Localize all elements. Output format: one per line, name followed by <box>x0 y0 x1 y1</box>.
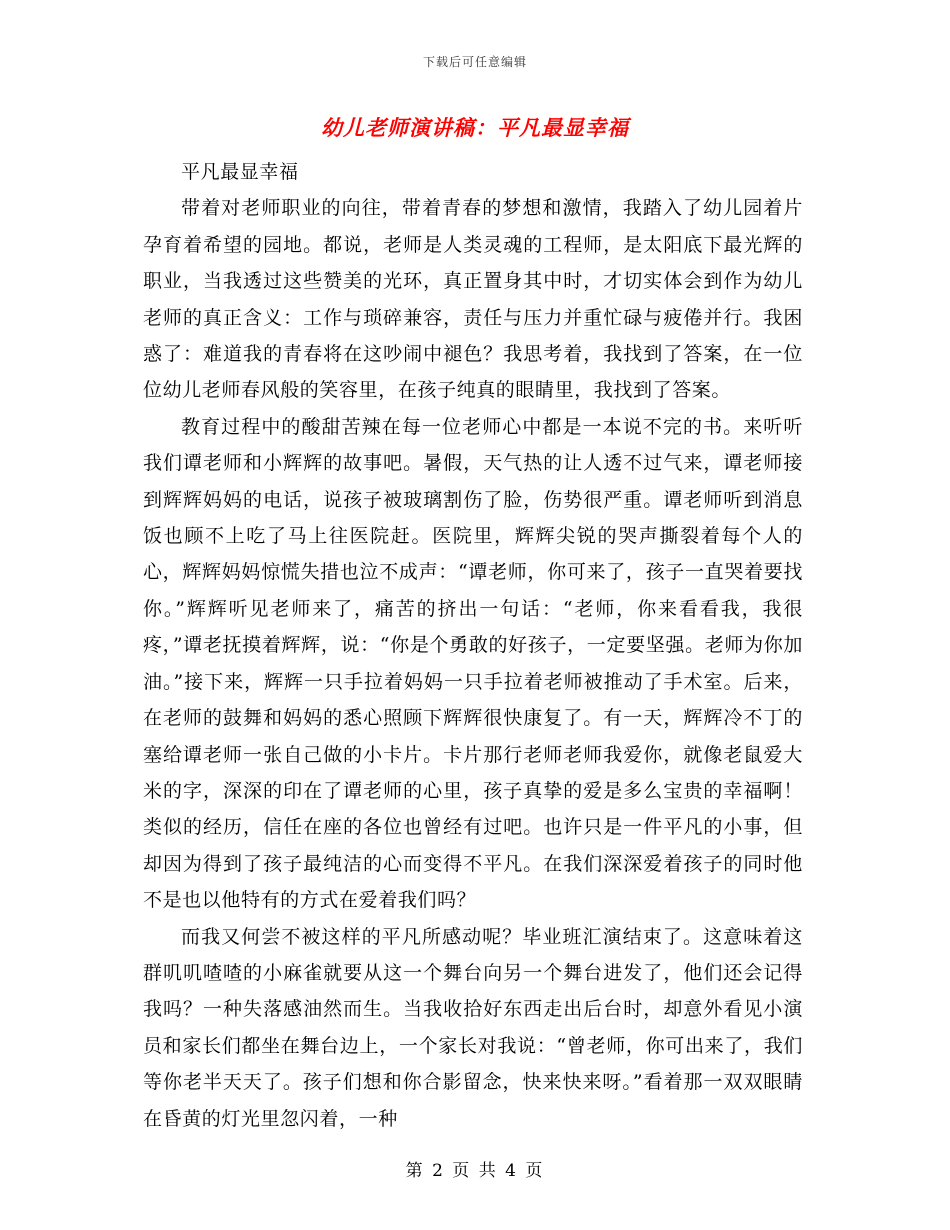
paragraph-2: 教育过程中的酸甜苦辣在每一位老师心中都是一本说不完的书。来听听我们谭老师和小辉辉的故事吧。暑假，天气热的让人透不过气来，谭老师接到辉辉妈妈的电话，说孩子被玻璃割伤了脸，伤势很严重。谭老师听到消息饭也顾不上吃了马上往医院赶。医院里，辉辉尖锐的哭声撕裂着每个人的心，辉辉妈妈惊慌失措也泣不成声：“谭老师，你可来了，孩子一直哭着要找你。”辉辉听见老师来了，痛苦的挤出一句话：“老师，你来看看我，我很疼，”谭老抚摸着辉辉，说：“你是个勇敢的好孩子，一定要坚强。老师为你加油。”接下来，辉辉一只手拉着妈妈一只手拉着老师被推动了手术室。后来，在老师的鼓舞和妈妈的悉心照顾下辉辉很快康复了。有一天，辉辉冷不丁的塞给谭老师一张自己做的小卡片。卡片那行老师老师我爱你，就像老鼠爱大米的字，深深的印在了谭老师的心里，孩子真挚的爱是多么宝贵的幸福啊！类似的经历，信任在座的各位也曾经有过吧。也许只是一件平凡的小事，但却因为得到了孩子最纯洁的心而变得不平凡。在我们深深爱着孩子的同时他不是也以他特有的方式在爱着我们吗？ <box>143 415 803 912</box>
subtitle: 平凡最显幸福 <box>181 161 299 183</box>
page-footer: 第 2 页 共 4 页 <box>405 1161 545 1181</box>
document-body <box>143 154 803 1137</box>
document-title: 幼儿老师演讲稿：平凡最显幸福 <box>321 115 629 140</box>
header-note: 下载后可任意编辑 <box>422 55 527 69</box>
paragraph-1: 带着对老师职业的向往，带着青春的梦想和激情，我踏入了幼儿园着片孕育着希望的园地。都说，老师是人类灵魂的工程师，是太阳底下最光辉的职业，当我透过这些赞美的光环，真正置身其中时，才切实体会到作为幼儿老师的真正含义：工作与琐碎兼容，责任与压力并重忙碌与疲倦并行。我困惑了：难道我的青春将在这吵闹中褪色？我思考着，我找到了答案，在一位位幼儿老师春风般的笑容里，在孩子纯真的眼睛里，我找到了答案。 <box>143 197 803 402</box>
paragraph-3: 而我又何尝不被这样的平凡所感动呢？毕业班汇演结束了。这意味着这群叽叽喳喳的小麻雀就要从这一个舞台向另一个舞台进发了，他们还会记得我吗？一种失落感油然而生。当我收拾好东西走出后台时，却意外看见小演员和家长们都坐在舞台边上，一个家长对我说：“曾老师，你可出来了，我们等你老半天天了。孩子们想和你合影留念，快来快来呀。”看着那一双双眼睛在昏黄的灯光里忽闪着，一种 <box>143 925 803 1130</box>
